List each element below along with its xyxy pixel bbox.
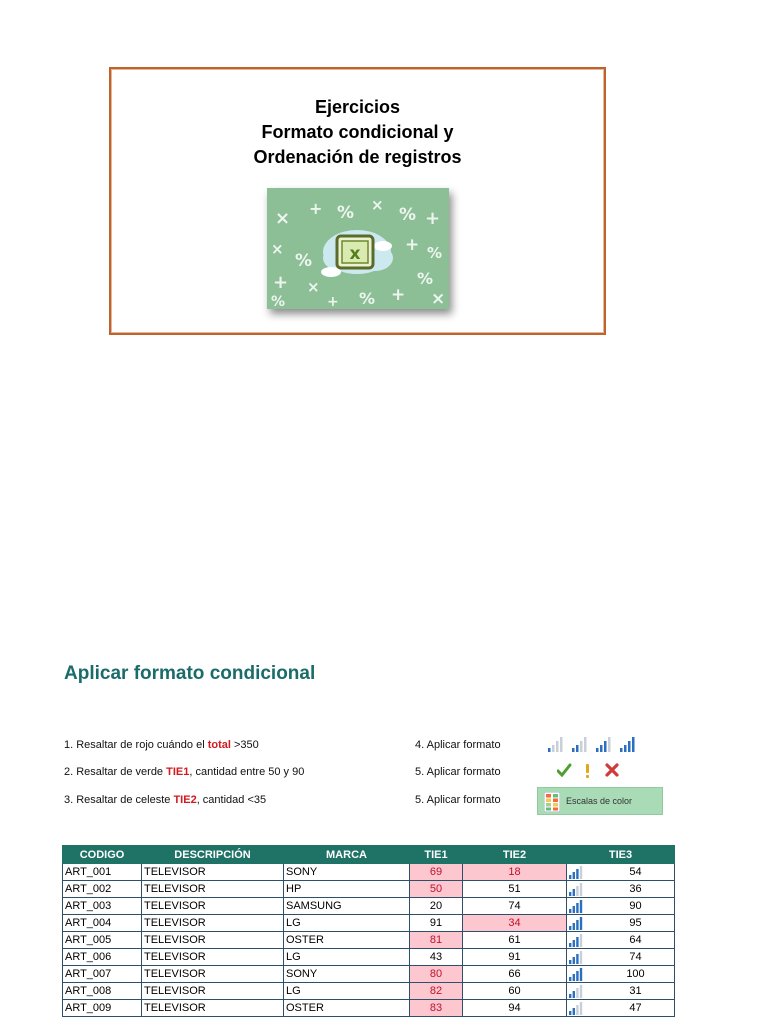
cell-marca[interactable]: HP: [284, 881, 410, 898]
signal-bar: [580, 917, 582, 930]
signal-bar: [580, 968, 582, 981]
cell-marca[interactable]: LG: [284, 915, 410, 932]
cell-codigo[interactable]: ART_002: [63, 881, 142, 898]
step-3-text: 3. Resaltar de celeste: [64, 794, 174, 806]
signal-bar: [569, 926, 571, 930]
table-row: [63, 983, 675, 1000]
status-icon-set: [557, 762, 627, 785]
signal-bar: [573, 957, 575, 964]
cell-tie2[interactable]: 74: [463, 898, 567, 915]
signal-bars-icon-set: [548, 736, 640, 759]
signal-bar: [580, 1002, 582, 1015]
check-icon: [558, 765, 570, 775]
step-2-rest: , cantidad entre 50 y 90: [189, 766, 305, 778]
cell-descripcion[interactable]: TELEVISOR: [142, 949, 284, 966]
cell-tie1[interactable]: 81: [410, 932, 463, 949]
svg-text:%: %: [417, 269, 434, 288]
step-1: [64, 739, 259, 751]
step-2-keyword: TIE1: [166, 766, 190, 778]
step-1-rest: >350: [230, 739, 259, 751]
signal-bar: [569, 909, 571, 913]
signal-bar: [573, 906, 575, 913]
signal-bars-icon: [569, 951, 585, 964]
step-3-keyword: TIE2: [173, 794, 197, 806]
signal-bar: [576, 937, 578, 947]
svg-text:%: %: [399, 205, 417, 225]
col-header-tie2: TIE2: [463, 846, 567, 864]
cover-title: [111, 95, 604, 170]
cell-tie1[interactable]: 20: [410, 898, 463, 915]
cell-marca[interactable]: LG: [284, 983, 410, 1000]
cell-descripcion[interactable]: TELEVISOR: [142, 864, 284, 881]
step-2: [64, 766, 304, 778]
table-row: [63, 915, 675, 932]
cell-tie1[interactable]: 91: [410, 915, 463, 932]
signal-bars-icon: [569, 917, 585, 930]
signal-bars-icon: [569, 934, 585, 947]
table-row: [63, 932, 675, 949]
cover-box: [109, 67, 606, 335]
cell-descripcion[interactable]: TELEVISOR: [142, 898, 284, 915]
signal-bar: [573, 974, 575, 981]
svg-text:%: %: [427, 244, 443, 262]
cover-title-line-1: Ejercicios: [314, 97, 401, 117]
signal-bar: [573, 1008, 575, 1015]
cell-codigo[interactable]: ART_008: [63, 983, 142, 1000]
signal-bar: [576, 954, 578, 964]
step-1-keyword: total: [207, 739, 231, 751]
step-3-rest: , cantidad <35: [196, 794, 267, 806]
signal-bar: [573, 940, 575, 947]
section-title: Aplicar formato condicional: [64, 663, 316, 684]
svg-text:×: ×: [371, 196, 384, 214]
signal-bar: [580, 985, 582, 998]
cell-tie3[interactable]: 74: [597, 949, 675, 966]
cell-descripcion[interactable]: TELEVISOR: [142, 881, 284, 898]
svg-text:+: +: [309, 199, 323, 218]
table-header-row: [63, 846, 675, 864]
signal-bars-icon: [569, 985, 585, 998]
apply-format-5b: 5. Aplicar formato: [415, 794, 501, 806]
cell-tie3[interactable]: 95: [597, 915, 675, 932]
cell-tie3[interactable]: 31: [597, 983, 675, 1000]
cell-tie2[interactable]: 94: [463, 1000, 567, 1017]
table-row: [63, 1000, 675, 1017]
cell-descripcion[interactable]: TELEVISOR: [142, 966, 284, 983]
step-3: [64, 794, 266, 806]
signal-bar: [580, 934, 582, 947]
cell-marca[interactable]: OSTER: [284, 1000, 410, 1017]
cell-descripcion[interactable]: TELEVISOR: [142, 1000, 284, 1017]
signal-bar: [569, 943, 571, 947]
cell-codigo[interactable]: ART_005: [63, 932, 142, 949]
cell-marca[interactable]: LG: [284, 949, 410, 966]
cell-tie3[interactable]: 64: [597, 932, 675, 949]
signal-bar: [580, 951, 582, 964]
table-row: [63, 881, 675, 898]
cell-marca[interactable]: SAMSUNG: [284, 898, 410, 915]
signal-bar: [580, 883, 582, 896]
signal-bar: [576, 920, 578, 930]
svg-text:%: %: [337, 203, 355, 223]
signal-bar: [576, 869, 578, 879]
color-scales-button[interactable]: [537, 787, 663, 815]
signal-bar: [573, 991, 575, 998]
color-scales-label: Escalas de color: [566, 796, 633, 806]
cell-descripcion[interactable]: TELEVISOR: [142, 915, 284, 932]
cell-tie2[interactable]: 66: [463, 966, 567, 983]
step-2-text: 2. Resaltar de verde: [64, 766, 167, 778]
table-row: [63, 898, 675, 915]
cell-codigo[interactable]: ART_007: [63, 966, 142, 983]
svg-text:+: +: [405, 235, 420, 255]
cell-tie1[interactable]: 43: [410, 949, 463, 966]
cell-tie1[interactable]: 69: [410, 864, 463, 881]
signal-bar: [580, 900, 582, 913]
svg-text:+: +: [425, 208, 441, 229]
cell-codigo[interactable]: ART_001: [63, 864, 142, 881]
signal-bar: [569, 994, 571, 998]
signal-bar: [569, 960, 571, 964]
cell-marca[interactable]: SONY: [284, 864, 410, 881]
svg-text:%: %: [271, 294, 286, 309]
cell-tie3[interactable]: 47: [597, 1000, 675, 1017]
svg-text:x: x: [349, 244, 361, 264]
cell-tie3[interactable]: 100: [597, 966, 675, 983]
cell-tie3[interactable]: 36: [597, 881, 675, 898]
signal-bar: [573, 889, 575, 896]
signal-bars-icon: [569, 1002, 585, 1015]
signal-bar: [573, 872, 575, 879]
col-header-codigo: CODIGO: [63, 846, 142, 864]
cross-icon: [607, 765, 617, 775]
cell-descripcion[interactable]: TELEVISOR: [142, 932, 284, 949]
apply-format-5a: 5. Aplicar formato: [415, 766, 501, 778]
excel-logo-icon: [267, 188, 449, 309]
signal-bar: [576, 886, 578, 896]
signal-bar: [576, 971, 578, 981]
cell-marca[interactable]: OSTER: [284, 932, 410, 949]
signal-bars-icon: [569, 900, 585, 913]
cell-tie3-icon: [567, 898, 598, 915]
cell-marca[interactable]: SONY: [284, 966, 410, 983]
signal-bar: [576, 988, 578, 998]
cell-tie3-icon: [567, 983, 598, 1000]
cell-tie2[interactable]: 91: [463, 949, 567, 966]
signal-bar: [569, 892, 571, 896]
signal-bar: [569, 977, 571, 981]
cell-codigo[interactable]: ART_009: [63, 1000, 142, 1017]
cell-codigo[interactable]: ART_006: [63, 949, 142, 966]
cell-tie1[interactable]: 50: [410, 881, 463, 898]
svg-text:+: +: [273, 272, 289, 293]
cell-tie2[interactable]: 61: [463, 932, 567, 949]
cell-tie3-icon: [567, 966, 598, 983]
signal-bar: [573, 923, 575, 930]
cell-tie3-icon: [567, 932, 598, 949]
signal-bars-icon-4: [620, 737, 635, 752]
col-header-tie3: TIE3: [567, 846, 675, 864]
cell-codigo[interactable]: ART_004: [63, 915, 142, 932]
svg-text:×: ×: [431, 289, 446, 309]
signal-bars-icon-1: [548, 737, 563, 752]
step-1-text: 1. Resaltar de rojo cuándo el: [64, 739, 208, 751]
svg-text:%: %: [359, 289, 376, 308]
signal-bar: [576, 903, 578, 913]
cell-tie3-icon: [567, 864, 598, 881]
svg-text:+: +: [327, 294, 339, 309]
signal-bars-icon-3: [596, 737, 611, 752]
svg-text:+: +: [391, 285, 406, 305]
cell-descripcion[interactable]: TELEVISOR: [142, 983, 284, 1000]
svg-text:×: ×: [271, 240, 284, 258]
cell-tie2[interactable]: 60: [463, 983, 567, 1000]
signal-bar: [576, 1005, 578, 1015]
cell-tie1[interactable]: 80: [410, 966, 463, 983]
col-header-descripcion: DESCRIPCIÓN: [142, 846, 284, 864]
cell-tie3-icon: [567, 1000, 598, 1017]
signal-bars-icon: [569, 883, 585, 896]
signal-bar: [580, 866, 582, 879]
table-row: [63, 966, 675, 983]
svg-text:×: ×: [275, 208, 291, 229]
color-scale-icon: [544, 792, 560, 812]
cell-tie3[interactable]: 90: [597, 898, 675, 915]
signal-bars-icon-2: [572, 737, 587, 752]
cell-tie3-icon: [567, 949, 598, 966]
svg-text:×: ×: [307, 278, 320, 296]
signal-bar: [569, 1011, 571, 1015]
cell-tie3-icon: [567, 881, 598, 898]
signal-bars-icon: [569, 968, 585, 981]
col-header-marca: MARCA: [284, 846, 410, 864]
col-header-tie1: TIE1: [410, 846, 463, 864]
signal-bars-icon: [569, 866, 585, 879]
cell-codigo[interactable]: ART_003: [63, 898, 142, 915]
signal-bar: [569, 875, 571, 879]
cell-tie3[interactable]: 54: [597, 864, 675, 881]
exclamation-icon: [586, 764, 589, 778]
table-row: [63, 949, 675, 966]
table-row: [63, 864, 675, 881]
cell-tie3-icon: [567, 915, 598, 932]
data-table: [62, 845, 675, 1017]
cover-title-line-3: Ordenación de registros: [253, 147, 462, 167]
cover-title-line-2: Formato condicional y: [261, 122, 454, 142]
cell-tie1[interactable]: 83: [410, 1000, 463, 1017]
cell-tie1[interactable]: 82: [410, 983, 463, 1000]
apply-format-4: 4. Aplicar formato: [415, 739, 501, 751]
cell-tie2[interactable]: 51: [463, 881, 567, 898]
svg-text:%: %: [295, 251, 313, 271]
cell-tie2[interactable]: 18: [463, 864, 567, 881]
cell-tie2[interactable]: 34: [463, 915, 567, 932]
